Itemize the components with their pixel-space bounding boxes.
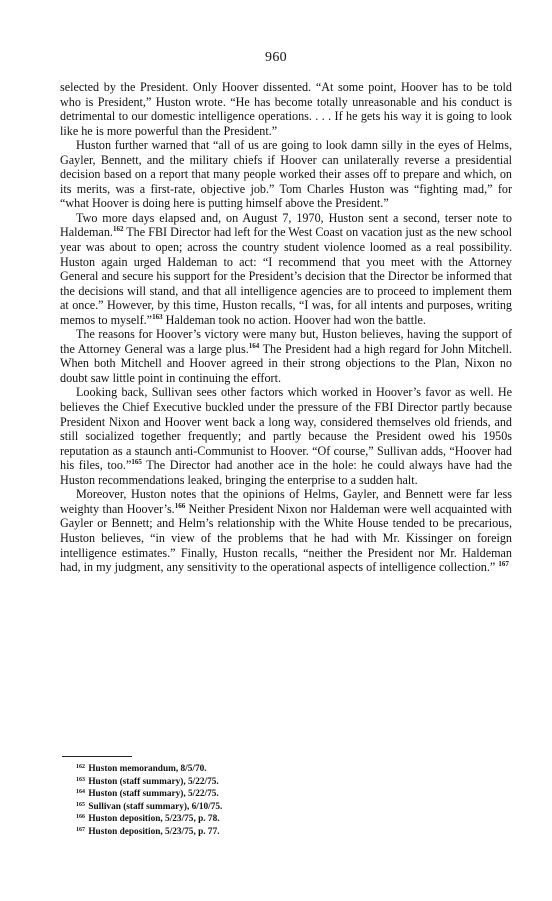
footnote-ref: 165	[131, 458, 142, 467]
footnote-ref: 163	[152, 312, 163, 321]
footnote-text: Huston (staff summary), 5/22/75.	[88, 776, 219, 787]
body-text	[60, 80, 512, 575]
footnotes	[76, 762, 496, 838]
footnote-ref: 167	[498, 560, 509, 569]
paragraph-4	[60, 327, 512, 385]
paragraph-5	[60, 385, 512, 487]
paragraph-text: Two more days elapsed and, on August 7, 1970, Huston sent a second, terser note to Haldeman.	[60, 210, 512, 240]
footnote-text: Huston (staff summary), 5/22/75.	[88, 789, 219, 800]
footnote-mark: 167	[76, 826, 85, 833]
footnote-ref: 164	[248, 341, 260, 350]
paragraph-text: Neither President Nixon nor Haldeman were well acquainted with Gayler or Bennett; and Helm’s relationship with the White House tended to be precarious, Huston believes, “in view of the problems that he had with Mr. Kissinger on foreign intelligence estimates.” Finally, Huston recalls, “neither the President nor Mr. Haldeman had, in my judgment, any sensitivity to the operational aspects of intelligence collection.”	[60, 501, 512, 575]
footnote-text: Sullivan (staff summary), 6/10/75.	[88, 801, 223, 812]
footnote-item	[76, 762, 496, 775]
footnote-item	[76, 800, 496, 813]
paragraph-2	[60, 138, 512, 211]
paragraph-1	[60, 80, 512, 138]
footnote-text: Huston deposition, 5/23/75, p. 78.	[88, 814, 220, 825]
paragraph-text: Moreover, Huston notes that the opinions of Helms, Gayler, and Bennett were far less weighty than Hoover’s.	[60, 487, 512, 516]
paragraph-text: The reasons for Hoover’s victory were many but, Huston believes, having the support of the Attorney General was a large plus.	[60, 327, 512, 356]
paragraph-text: Haldeman took no action. Hoover had won the battle.	[162, 312, 426, 327]
paragraph-text: selected by the President. Only Hoover dissented. “At some point, Hoover has to be told who is President,” Huston wrote. “He has become totally unreasonable and his conduct is detrimental to our domestic intelligence operations. . . . If he gets his way it is going to look like he is more powerful than the President.”	[60, 80, 512, 138]
footnote-text: Huston memorandum, 8/5/70.	[88, 764, 207, 774]
footnote-item	[76, 825, 496, 838]
paragraph-text: Looking back, Sullivan sees other factors which worked in Hoover’s favor as well. He believes the Chief Executive buckled under the pressure of the FBI Director partly because President Nixon and Hoover went back a long way, considered themselves old friends, and still socialized together frequently; and partly because the President owed his 1950s reputation as a staunch anti-Communist to Hoover. “Of course,” Sullivan adds, “Hoover had his files, too.”	[60, 385, 512, 473]
footnote-mark: 163	[76, 776, 85, 783]
footnote-divider	[62, 756, 132, 757]
footnote-item	[76, 775, 496, 788]
footnote-ref: 166	[174, 501, 186, 510]
paragraph-text: The Director had another ace in the hole: he could always have had the Huston recommendations leaked, bringing the enterprise to a sudden halt.	[60, 458, 512, 487]
footnote-mark: 162	[76, 764, 85, 770]
paragraph-6	[60, 487, 512, 574]
page-number: 960	[265, 50, 287, 65]
footnote-item	[76, 812, 496, 825]
footnote-mark: 166	[76, 814, 85, 821]
paragraph-text: Huston further warned that “all of us are going to look damn silly in the eyes of Helms, Gayler, Bennett, and the military chiefs if Hoover can unilaterally reverse a presidential decision based on a report that many people worked their asses off to prepare and which, on its merits, was a first-rate, objective job.” Tom Charles Huston was “fighting mad,” for “what Hoover is doing here is putting himself above the President.”	[60, 138, 512, 211]
paragraph-3	[60, 211, 512, 327]
footnote-item	[76, 787, 496, 800]
footnote-text: Huston deposition, 5/23/75, p. 77.	[88, 826, 220, 837]
footnote-mark: 165	[76, 801, 85, 808]
paragraph-text: The FBI Director had left for the West Coast on vacation just as the new school year was about to open; across the country student violence loomed as a real possibility. Huston again urged Haldeman to act: “I recommend that you meet with the Attorney General and secure his support for the President’s decision that the Director be informed that the decisions will stand, and that all intelligence agencies are to proceed to implement them at once.” However, by this time, Huston recalls, “I was, for all intents and purposes, writing memos to myself.”	[60, 225, 512, 327]
footnote-ref: 162	[112, 225, 124, 234]
paragraph-text: The President had a high regard for John Mitchell. When both Mitchell and Hoover agreed in their strong objections to the Plan, Nixon no doubt saw little point in continuing the effort.	[60, 341, 512, 385]
footnote-mark: 164	[76, 789, 85, 796]
